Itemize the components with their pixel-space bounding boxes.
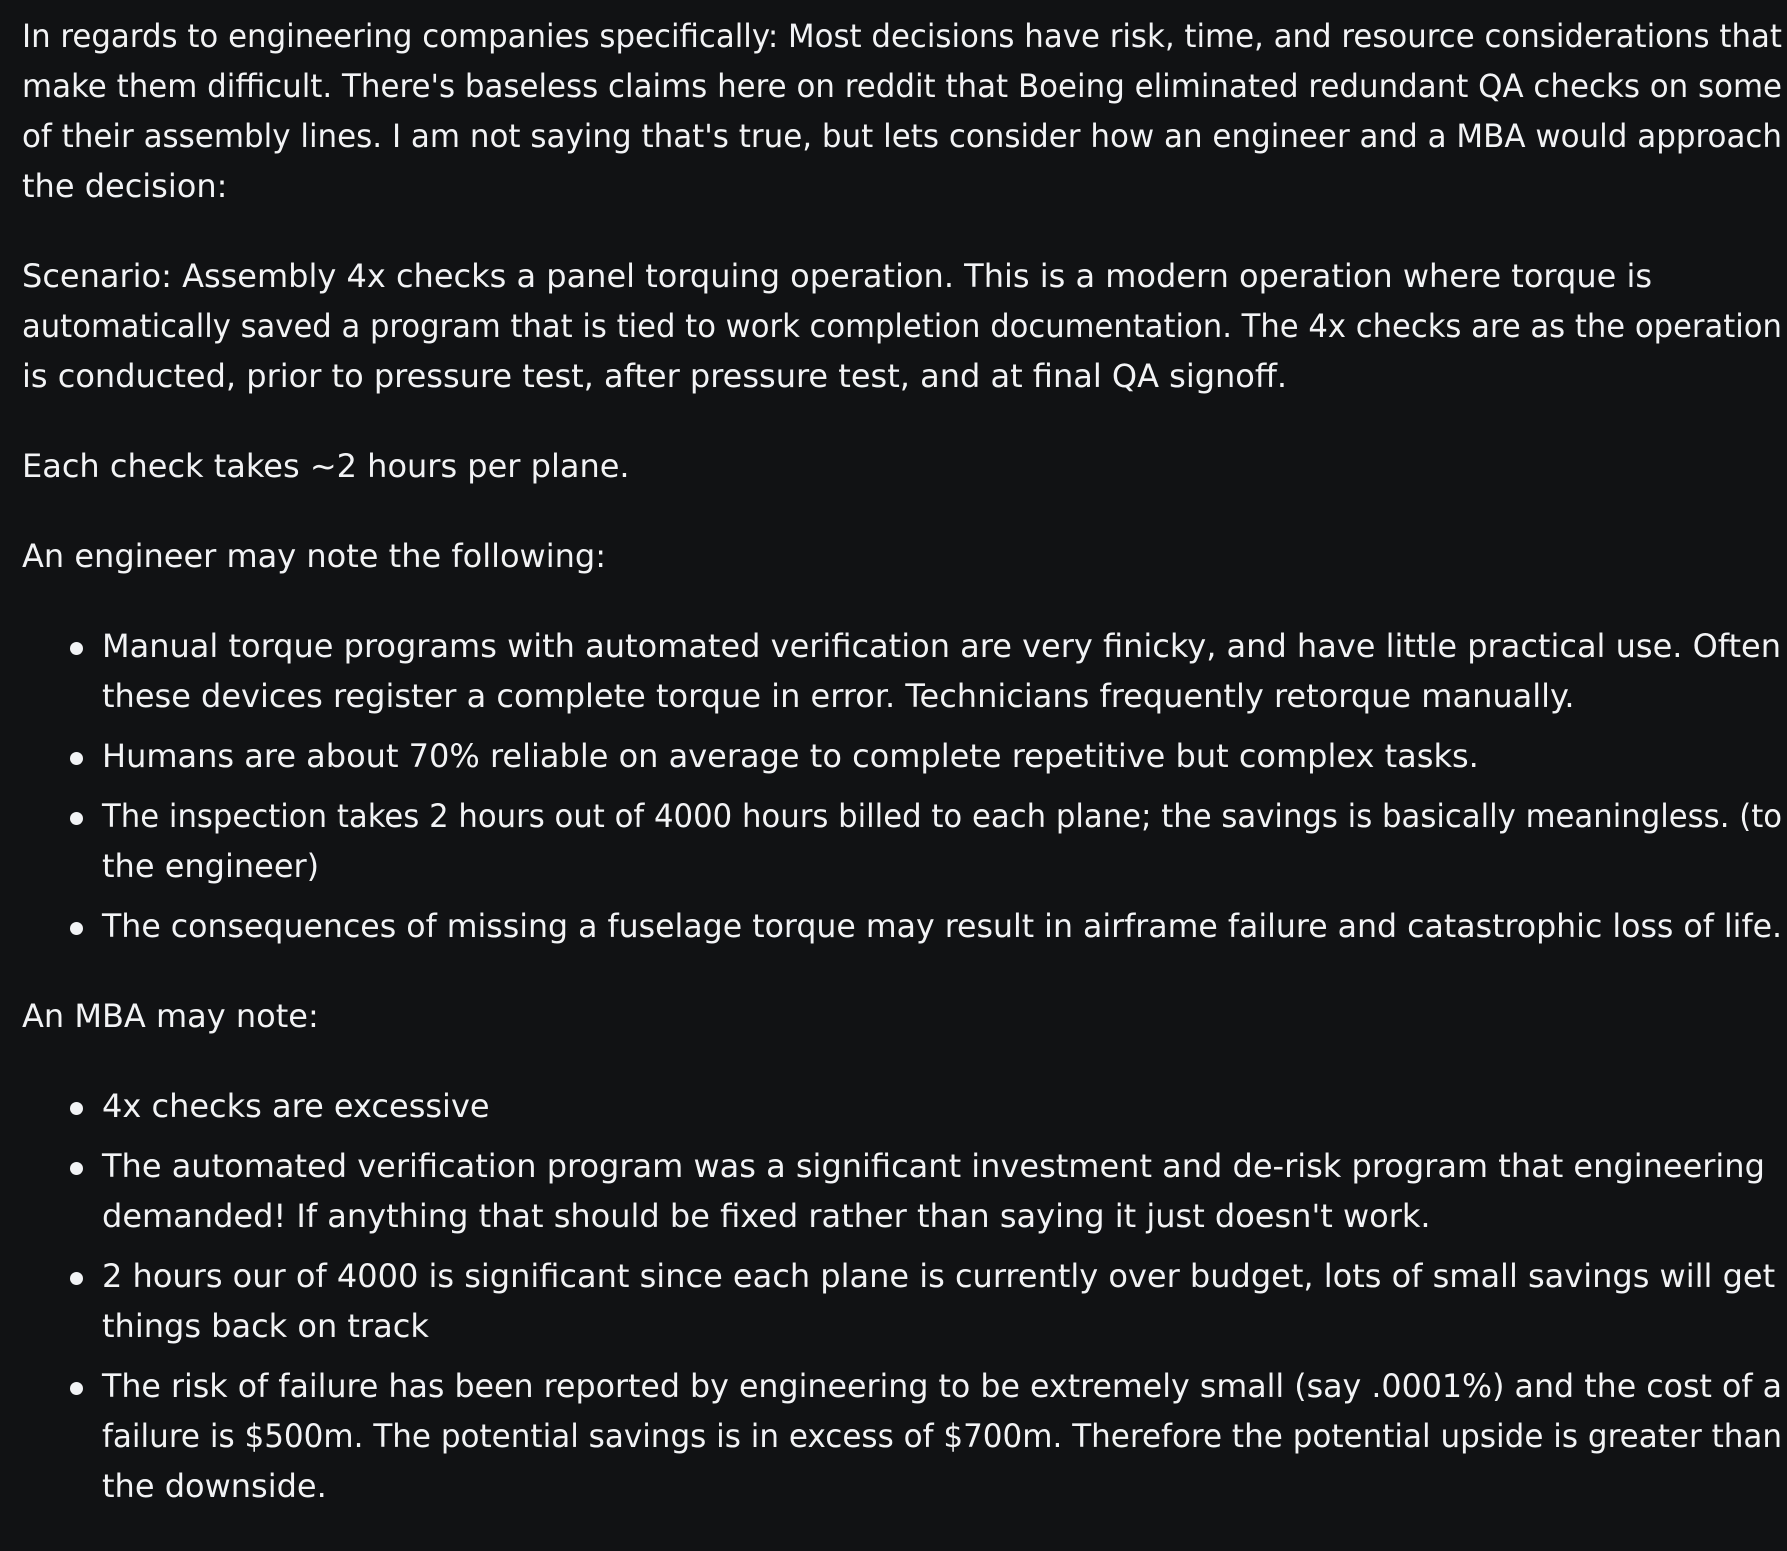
list-item-line: the engineer) (102, 847, 320, 885)
engineer-list (22, 621, 1782, 951)
list-item-line: demanded! If anything that should be fixed rather than saying it just doesn't work. (102, 1197, 1431, 1235)
mba-list (22, 1081, 1782, 1511)
list-item-line: things back on track (102, 1307, 429, 1345)
scenario-paragraph (22, 251, 1782, 401)
check-time-paragraph: Each check takes ~2 hours per plane. (22, 447, 630, 485)
list-item-line: The automated verification program was a significant investment and de-risk program that engineering (102, 1147, 1765, 1185)
list-item-line: The risk of failure has been reported by engineering to be extremely small (say .0001%) and the cost of a (102, 1367, 1783, 1405)
intro-paragraph (22, 11, 1782, 211)
comment-body (22, 11, 1782, 1551)
intro-line: of their assembly lines. I am not saying that's true, but lets consider how an engineer and a MBA would approach (22, 117, 1783, 155)
list-item-line: The consequences of missing a fuselage torque may result in airframe failure and catastrophic loss of life. (102, 907, 1783, 945)
scenario-line: is conducted, prior to pressure test, after pressure test, and at final QA signoff. (22, 357, 1288, 395)
list-item-line: Manual torque programs with automated verification are very finicky, and have little practical use. Often (102, 627, 1781, 665)
list-item (102, 1141, 1782, 1241)
list-item-line: the downside. (102, 1467, 327, 1505)
list-item (102, 791, 1782, 891)
list-item (102, 1081, 1782, 1131)
intro-line: make them difficult. There's baseless claims here on reddit that Boeing eliminated redundant QA checks on some (22, 67, 1783, 105)
list-item-line: 4x checks are excessive (102, 1087, 490, 1125)
list-item-line: these devices register a complete torque in error. Technicians frequently retorque manually. (102, 677, 1575, 715)
list-item (102, 621, 1782, 721)
mba-heading: An MBA may note: (22, 997, 319, 1035)
list-item-line: failure is $500m. The potential savings is in excess of $700m. Therefore the potential upside is greater than (102, 1417, 1783, 1455)
scenario-line: automatically saved a program that is tied to work completion documentation. The 4x checks are as the operation (22, 307, 1782, 345)
list-item (102, 901, 1782, 951)
list-item-line: Humans are about 70% reliable on average to complete repetitive but complex tasks. (102, 737, 1479, 775)
engineer-heading: An engineer may note the following: (22, 537, 606, 575)
intro-line: the decision: (22, 167, 228, 205)
intro-line: In regards to engineering companies specifically: Most decisions have risk, time, and resource considerations that (22, 17, 1782, 55)
list-item (102, 1361, 1782, 1511)
list-item-line: The inspection takes 2 hours out of 4000 hours billed to each plane; the savings is basically meaningless. (to (102, 797, 1783, 835)
list-item (102, 1251, 1782, 1351)
list-item (102, 731, 1782, 781)
scenario-line: Scenario: Assembly 4x checks a panel torquing operation. This is a modern operation where torque is (22, 257, 1653, 295)
list-item-line: 2 hours our of 4000 is significant since each plane is currently over budget, lots of small savings will get (102, 1257, 1776, 1295)
